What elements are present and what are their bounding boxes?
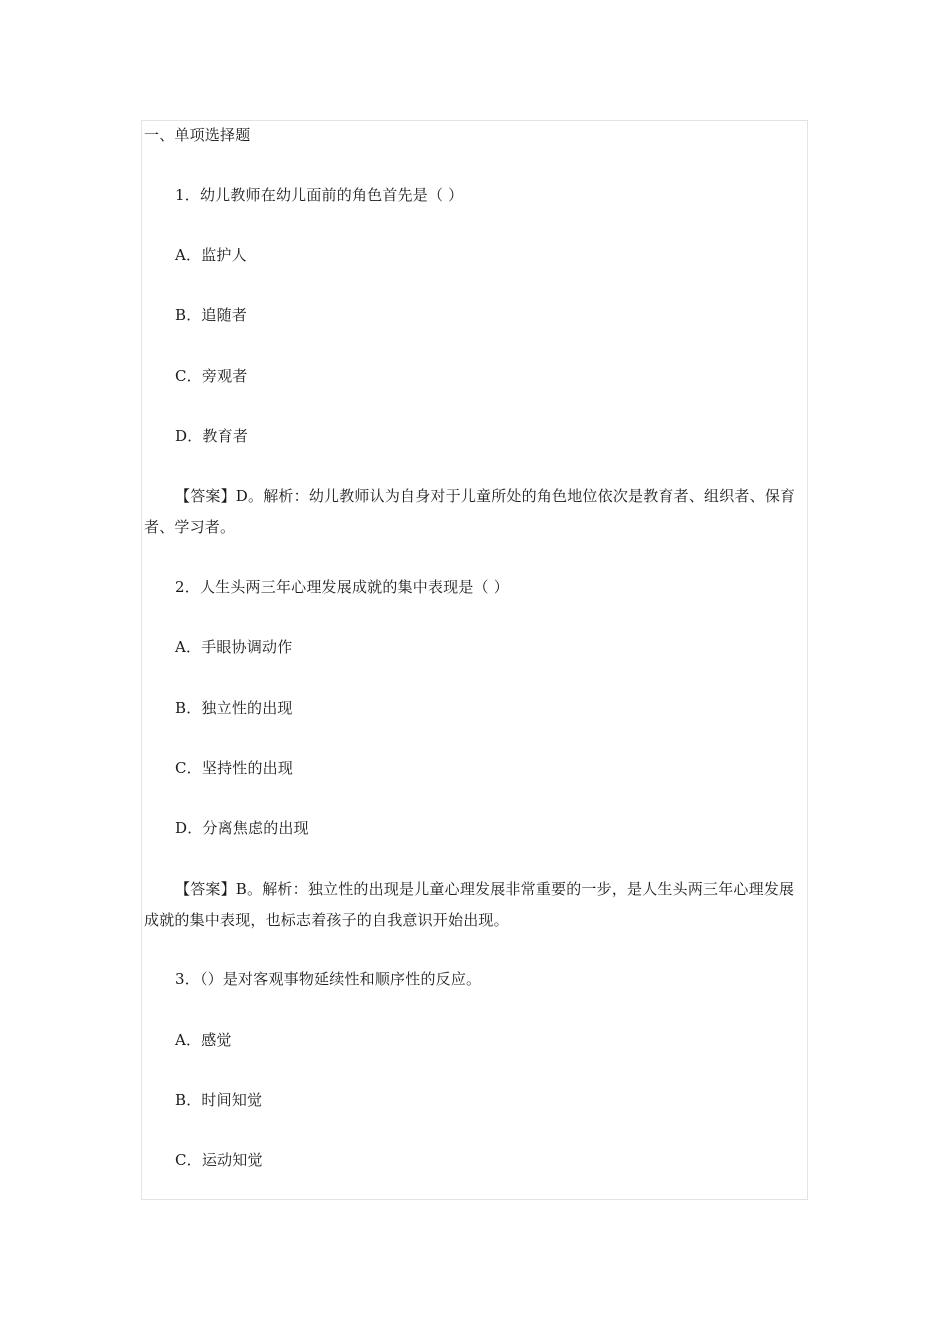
section-title: 一、单项选择题 xyxy=(144,126,251,144)
question-1-option-a: A．监护人 xyxy=(175,246,247,264)
question-2-option-d: D．分离焦虑的出现 xyxy=(175,819,309,837)
question-1-answer: 【答案】D。解析：幼儿教师认为自身对于儿童所处的角色地位依次是教育者、组织者、保育者、学习者。 xyxy=(144,487,796,536)
question-1-option-d: D．教育者 xyxy=(175,427,249,445)
question-1-option-b: B．追随者 xyxy=(175,306,248,324)
question-3-option-c: C．运动知觉 xyxy=(175,1151,263,1169)
question-3-option-a: A．感觉 xyxy=(175,1031,232,1049)
question-1-stem: 1．幼儿教师在幼儿面前的角色首先是（ ） xyxy=(175,186,464,204)
question-2-answer: 【答案】B。解析：独立性的出现是儿童心理发展非常重要的一步，是人生头两三年心理发展成就的集中表现，也标志着孩子的自我意识开始出现。 xyxy=(144,880,795,929)
question-1-option-c: C．旁观者 xyxy=(175,367,248,385)
question-3-stem: 3．（）是对客观事物延续性和顺序性的反应。 xyxy=(175,970,482,988)
question-2-option-a: A．手眼协调动作 xyxy=(175,638,293,656)
question-2-stem: 2．人生头两三年心理发展成就的集中表现是（ ） xyxy=(175,578,509,596)
question-2-option-b: B．独立性的出现 xyxy=(175,699,293,717)
document-frame xyxy=(141,120,808,1200)
question-2-option-c: C．坚持性的出现 xyxy=(175,759,294,777)
question-3-option-b: B．时间知觉 xyxy=(175,1091,263,1109)
